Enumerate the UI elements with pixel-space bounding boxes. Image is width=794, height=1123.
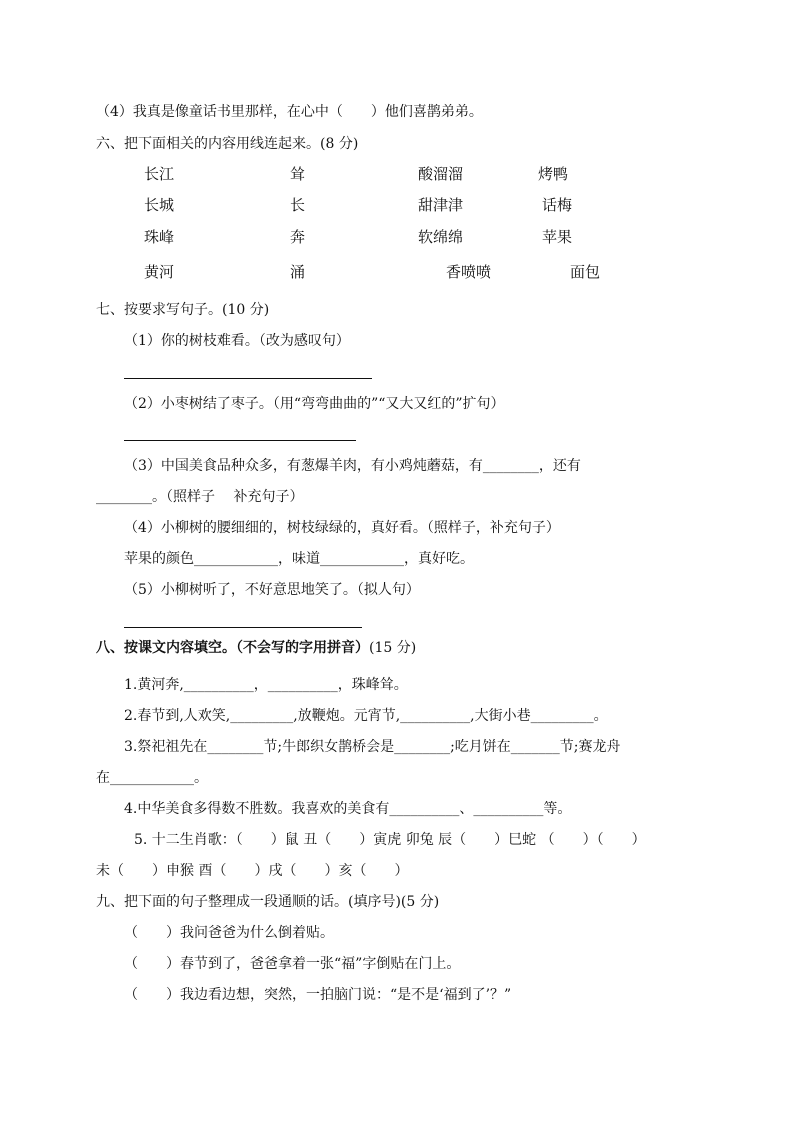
section-7-title: 七、按要求写句子。(10 分)	[96, 302, 270, 318]
section-8-item: 在____________。	[96, 770, 208, 786]
section-7-item: ________。（照样子 补充句子）	[96, 489, 304, 505]
section-7-item: （1）你的树枝难看。（改为感叹句）	[124, 333, 350, 349]
section-8-title	[96, 638, 416, 658]
match-word: 奔	[290, 228, 306, 246]
match-word: 长	[290, 196, 306, 214]
match-word: 长江	[144, 165, 175, 183]
answer-line[interactable]	[124, 440, 356, 441]
match-word: 酸溜溜	[418, 165, 464, 183]
section-8-score: (15 分)	[369, 640, 417, 656]
section-7-item: （5）小柳树听了，不好意思地笑了。（拟人句）	[124, 582, 420, 598]
match-word: 珠峰	[144, 228, 175, 246]
answer-line[interactable]	[124, 378, 372, 379]
section-8-item: 2.春节到,人欢笑,_________,放鞭炮。元宵节,__________,大街小巷_________。	[124, 708, 608, 724]
match-word: 软绵绵	[418, 228, 464, 246]
section-6-title: 六、把下面相关的内容用线连起来。(8 分)	[96, 136, 359, 152]
match-word: 话梅	[542, 196, 573, 214]
section-7-item: （3）中国美食品种众多，有葱爆羊肉，有小鸡炖蘑菇，有________，还有	[124, 458, 581, 474]
section-7-item: （2）小枣树结了枣子。（用“弯弯曲曲的”“又大又红的”扩句）	[124, 396, 505, 412]
section-8-item: 5. 十二生肖歌：（ ）鼠 丑（ ）寅虎 卯兔 辰（ ）巳蛇 （ ）（ ）	[134, 832, 646, 848]
match-word: 长城	[144, 196, 175, 214]
section-9-item: （ ）我问爸爸为什么倒着贴。	[124, 925, 334, 941]
match-word: 烤鸭	[538, 165, 569, 183]
match-word: 涌	[290, 263, 306, 281]
match-word: 香喷喷	[446, 263, 492, 281]
section-7-item: 苹果的颜色____________，味道____________，真好吃。	[124, 551, 474, 567]
section-8-item: 4.中华美食多得数不胜数。我喜欢的美食有__________、__________等。	[124, 801, 572, 817]
section-8-item: 3.祭祀祖先在________节;牛郎织女鹊桥会是________;吃月饼在_______节;赛龙舟	[124, 739, 621, 755]
section-9-item: （ ）春节到了，爸爸拿着一张“福”字倒贴在门上。	[124, 956, 461, 972]
section-9-title: 九、把下面的句子整理成一段通顺的话。(填序号)(5 分)	[96, 894, 440, 910]
section-8-item: 未（ ）申猴 酉（ ）戌（ ）亥（ ）	[96, 863, 409, 879]
answer-line[interactable]	[124, 627, 362, 628]
match-word: 面包	[570, 263, 601, 281]
question-4-line: （4）我真是像童话书里那样，在心中（ ）他们喜鹊弟弟。	[96, 104, 483, 120]
section-8-title-text: 八、按课文内容填空。（不会写的字用拼音）	[96, 640, 369, 656]
match-word: 甜津津	[418, 196, 464, 214]
section-8-item: 1.黄河奔,__________，__________，珠峰耸。	[124, 677, 408, 693]
section-9-item: （ ）我边看边想，突然，一拍脑门说：“是不是‘福到了’？”	[124, 987, 512, 1003]
section-7-item: （4）小柳树的腰细细的，树枝绿绿的，真好看。（照样子，补充句子）	[124, 520, 560, 536]
match-word: 耸	[290, 165, 306, 183]
match-word: 苹果	[542, 228, 573, 246]
match-word: 黄河	[144, 263, 175, 281]
